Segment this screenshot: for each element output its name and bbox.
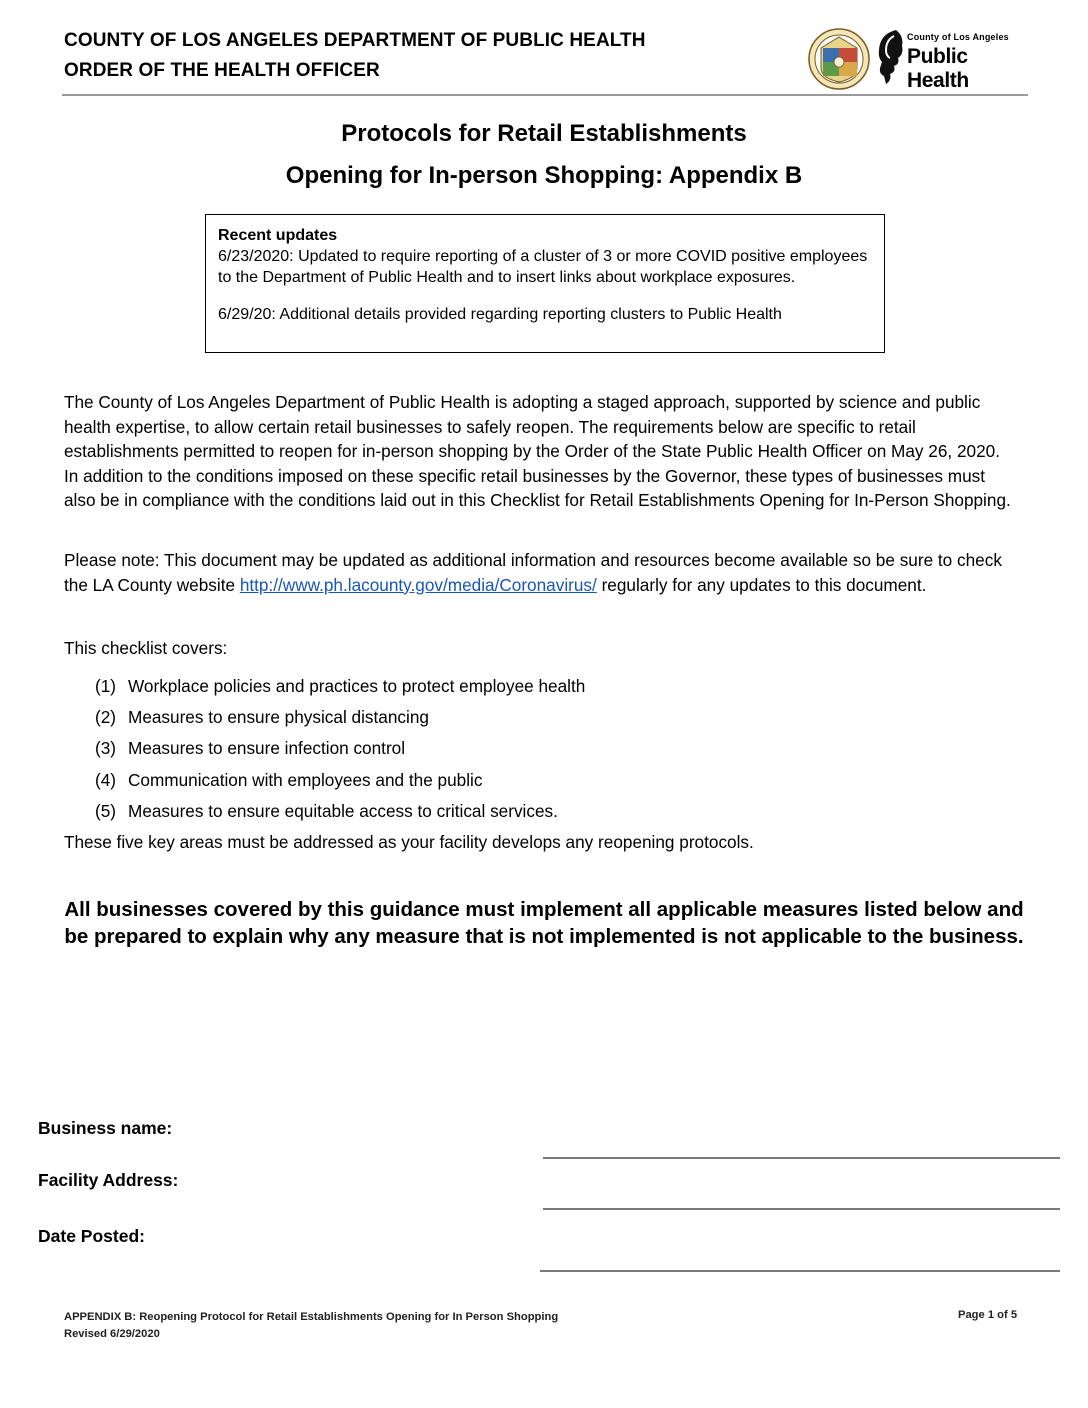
recent-updates-heading: Recent updates [218, 227, 338, 244]
list-item-text: Measures to ensure equitable access to critical services. [128, 800, 558, 821]
note-text-before: Please note: This document may be updated as additional information and resources become available so be sure to check the LA County website [64, 550, 1002, 595]
business-name-label: Business name: [38, 1118, 173, 1138]
header-line-2: ORDER OF THE HEALTH OFFICER [64, 60, 380, 81]
page-number: Page 1 of 5 [958, 1309, 1018, 1321]
list-item-text: Measures to ensure physical distancing [128, 707, 429, 728]
county-seal-icon [808, 28, 870, 90]
checklist-outro: These five key areas must be addressed as your facility develops any reopening protocols. [64, 832, 754, 852]
business-name-field[interactable] [543, 1157, 1060, 1159]
header-divider [62, 94, 1028, 96]
note-paragraph [64, 548, 1014, 597]
list-item-text: Communication with employees and the public [128, 769, 483, 790]
list-item [95, 674, 585, 705]
logo-big-text: Public Health [907, 45, 969, 92]
la-county-website-link[interactable]: http://www.ph.lacounty.gov/media/Coronavirus/ [239, 574, 597, 595]
public-health-logo-icon [874, 28, 1030, 92]
list-item [95, 736, 585, 767]
note-text-after: regularly for any updates to this document. [596, 574, 927, 595]
compliance-notice: All businesses covered by this guidance must implement all applicable measures listed below and be prepared to explain why any measure that is not implemented is not applicable to the business. [64, 898, 1024, 948]
list-item-number: (1) [95, 676, 117, 696]
header-line-1: COUNTY OF LOS ANGELES DEPARTMENT OF PUBLIC HEALTH [64, 30, 646, 51]
document-header [64, 26, 646, 86]
checklist [95, 674, 585, 830]
date-posted-field[interactable] [540, 1270, 1060, 1272]
profile-mark-icon [874, 28, 908, 86]
footer-revised: Revised 6/29/2020 [64, 1328, 160, 1340]
facility-address-label: Facility Address: [38, 1170, 179, 1190]
page-title-line-2: Opening for In-person Shopping: Appendix B [285, 162, 803, 189]
intro-paragraph: The County of Los Angeles Department of Public Health is adopting a staged approach, supported by science and public health expertise, to allow certain retail businesses to safely reopen. The requirements below are specific to retail establishments permitted to reopen for in-person shopping by the Order of the State Public Health Officer on May 26, 2020. In addition to the conditions imposed on these specific retail businesses by the Governor, these types of businesses must also be in compliance with the conditions laid out in this Checklist for Retail Establishments Opening for In-Person Shopping. [64, 392, 1011, 510]
list-item [95, 799, 585, 830]
list-item-text: Workplace policies and practices to protect employee health [128, 676, 586, 696]
recent-updates-box [205, 214, 885, 353]
list-item-number: (4) [95, 769, 117, 790]
list-item [95, 705, 585, 736]
footer-title: APPENDIX B: Reopening Protocol for Retail Establishments Opening for In Person Shopping [64, 1311, 559, 1323]
list-item-text: Measures to ensure infection control [128, 738, 406, 759]
page-title-line-1: Protocols for Retail Establishments [341, 120, 747, 147]
checklist-intro: This checklist covers: [64, 638, 228, 658]
update-item: 6/29/20: Additional details provided regarding reporting clusters to Public Health [218, 306, 782, 323]
logo-small-text: County of Los Angeles [907, 32, 1009, 42]
update-item: 6/23/2020: Updated to require reporting of a cluster of 3 or more COVID positive employees to the Department of Public Health and to insert links about workplace exposures. [218, 248, 868, 286]
footer [64, 1309, 558, 1343]
list-item-number: (3) [95, 738, 117, 759]
facility-address-field[interactable] [543, 1208, 1060, 1210]
list-item-number: (2) [95, 707, 117, 728]
list-item-number: (5) [95, 800, 117, 821]
list-item [95, 768, 585, 799]
date-posted-label: Date Posted: [38, 1226, 145, 1246]
